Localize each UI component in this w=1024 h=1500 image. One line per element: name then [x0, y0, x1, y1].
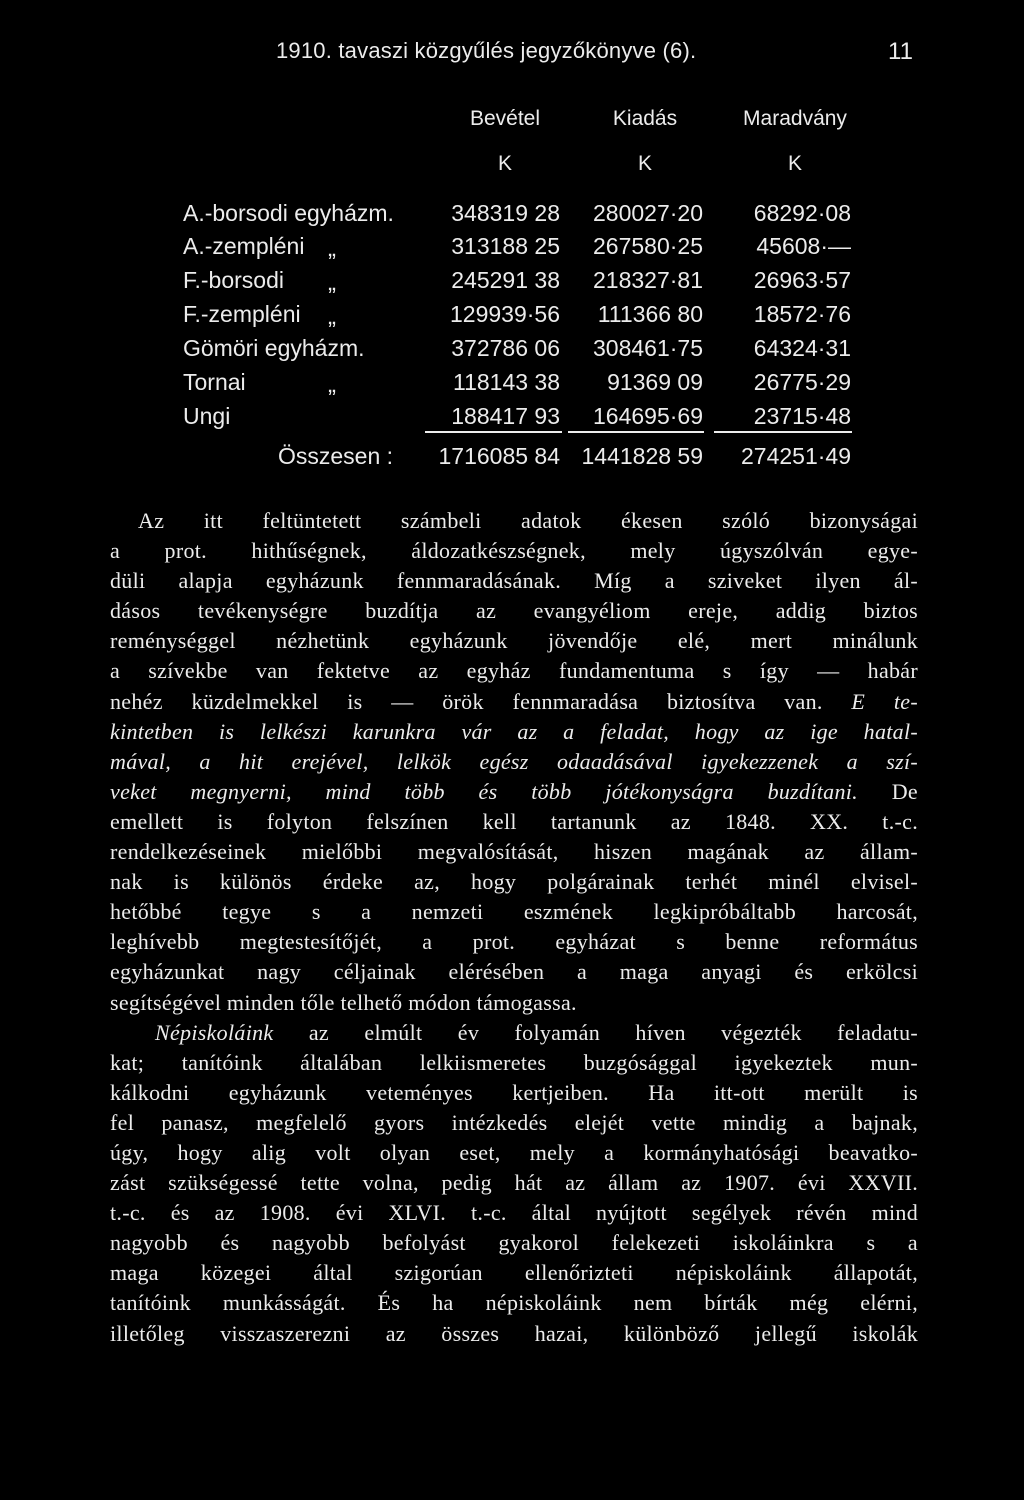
text-line: Népiskoláink az elmúlt év folyamán híven végezték feladatu- [155, 1019, 918, 1045]
table-cell: 26775·29 [753, 369, 851, 395]
sum-rule [714, 431, 852, 433]
table-cell: 313188 25 [451, 233, 560, 259]
text-line: emellett is folyton felszínen kell tartanunk az 1848. XX. t.-c. [110, 808, 918, 834]
table-cell: 26963·57 [753, 267, 851, 293]
text-line: kálkodni egyházunk veteményes kertjeiben. Ha itt-ott merült is [110, 1079, 918, 1105]
table-row-label: F.-zempléni [183, 301, 301, 327]
table-row-label: Tornai [183, 369, 246, 395]
text-line: hetőbbé tegye s a nemzeti eszmének legkipróbáltabb harcosát, [110, 899, 918, 925]
text-line: reménységgel nézhetünk egyházunk jövendője elé, mert minálunk [110, 628, 918, 654]
text-line: Az itt feltüntetett számbeli adatok ékesen szóló bizonyságai [138, 508, 918, 533]
table-cell: 188417 93 [451, 403, 560, 429]
table-cell: 372786 06 [451, 335, 560, 361]
table-row-label: A.-zempléni [183, 233, 305, 259]
text-line: segítségével minden tőle telhető módon támogassa. [110, 989, 577, 1015]
table-cell: 280027·20 [593, 200, 703, 226]
text-line: veket megnyerni, mind több és több jótékonyságra buzdítani. De [110, 778, 918, 804]
ditto-mark: „ [328, 371, 336, 398]
text-line: mával, a hit erejével, lelkök egész odaadásával igyekezzenek a szí- [110, 748, 918, 774]
text-line: tanítóink munkásságát. És ha népiskoláink nem bírták még elérni, [110, 1290, 918, 1316]
text-line: düli alapja egyházunk fennmaradásának. Míg a sziveket ilyen ál- [110, 568, 918, 594]
table-cell: 129939·56 [450, 301, 560, 327]
text-line: nehéz küzdelmekkel is — örök fennmaradása biztosítva van. E te- [110, 688, 918, 714]
sum-rule [568, 431, 704, 433]
text-line: nagyobb és nagyobb befolyást gyakorol felekezeti iskoláinkra s a [110, 1230, 918, 1256]
ditto-mark: „ [328, 235, 336, 262]
text-line: nak is különös érdeke az, hogy polgárainak terhét minél elvisel- [110, 869, 918, 895]
running-head: 1910. tavaszi közgyűlés jegyzőkönyve (6). [276, 38, 697, 63]
table-cell: 308461·75 [593, 335, 703, 361]
table-cell: 45608·— [756, 233, 851, 259]
total-cell: 1716085 84 [438, 443, 560, 469]
table-cell: 18572·76 [753, 301, 851, 327]
text-line: kat; tanítóink általában lelkiismeretes buzgósággal igyekeztek mun- [110, 1049, 918, 1075]
table-cell: 91369 09 [607, 369, 703, 395]
table-cell: 164695·69 [593, 403, 703, 429]
text-line: fel panasz, megfelelő gyors intézkedés elejét vette mindig a bajnak, [110, 1109, 918, 1135]
text-line: leghívebb megtestesítőjét, a prot. egyházat s benne református [110, 929, 918, 955]
table-cell: 111366 80 [597, 301, 703, 327]
table-row-label: Gömöri egyházm. [183, 335, 365, 361]
table-row-label: A.-borsodi egyházm. [183, 200, 394, 226]
column-header-income: Bevétel [469, 107, 541, 130]
column-header-expense: Kiadás [612, 107, 678, 130]
table-cell: 68292·08 [753, 200, 851, 226]
table-cell: 23715·48 [753, 403, 851, 429]
text-line: illetőleg visszaszerezni az összes hazai, különböző jellegű iskolák [110, 1320, 918, 1346]
text-line: a szívekbe van fektetve az egyház fundamentuma s így — habár [110, 658, 918, 684]
sum-rule [425, 431, 562, 433]
total-cell: 274251·49 [741, 443, 851, 469]
table-cell: 118143 38 [452, 369, 560, 395]
table-row-label: Ungi [183, 403, 231, 429]
table-cell: 218327·81 [593, 267, 703, 293]
table-row-label: F.-borsodi [183, 267, 284, 293]
total-label: Összesen : [278, 443, 394, 469]
text-line: rendelkezéseinek mielőbbi megvalósítását, hiszen magának az állam- [110, 839, 918, 865]
text-line: zást szükségessé tette volna, pedig hát az állam az 1907. évi XXVII. [110, 1170, 918, 1196]
text-line: úgy, hogy alig volt olyan eset, mely a kormányhatósági beavatko- [110, 1139, 918, 1165]
text-line: t.-c. és az 1908. évi XLVI. t.-c. által nyújtott segélyek révén mind [110, 1200, 918, 1226]
text-line: egyházunkat nagy céljainak elérésében a maga anyagi és erkölcsi [110, 959, 918, 985]
column-header-remainder: Maradvány [743, 107, 847, 130]
table-cell: 348319 28 [451, 200, 560, 226]
ditto-mark: „ [328, 269, 336, 296]
table-cell: 64324·31 [753, 335, 851, 361]
body-text [110, 506, 918, 1349]
column-unit-income: K [497, 152, 512, 175]
column-unit-remainder: K [787, 152, 802, 175]
total-cell: 1441828 59 [581, 443, 703, 469]
table-cell: 245291 38 [451, 267, 560, 293]
page-number: 11 [888, 38, 913, 65]
table-cell: 267580·25 [593, 233, 703, 259]
ditto-mark: „ [328, 303, 336, 330]
column-unit-expense: K [637, 152, 652, 175]
text-line: dásos tevékenységre buzdítja az evangyéliom ereje, addig biztos [110, 598, 918, 624]
text-line: kintetben is lelkészi karunkra vár az a feladat, hogy az ige hatal- [110, 718, 918, 744]
text-line: a prot. hithűségnek, áldozatkészségnek, mely úgyszólván egye- [110, 538, 918, 564]
text-line: maga közegei által szigorúan ellenőrizteti népiskoláink állapotát, [110, 1260, 918, 1286]
